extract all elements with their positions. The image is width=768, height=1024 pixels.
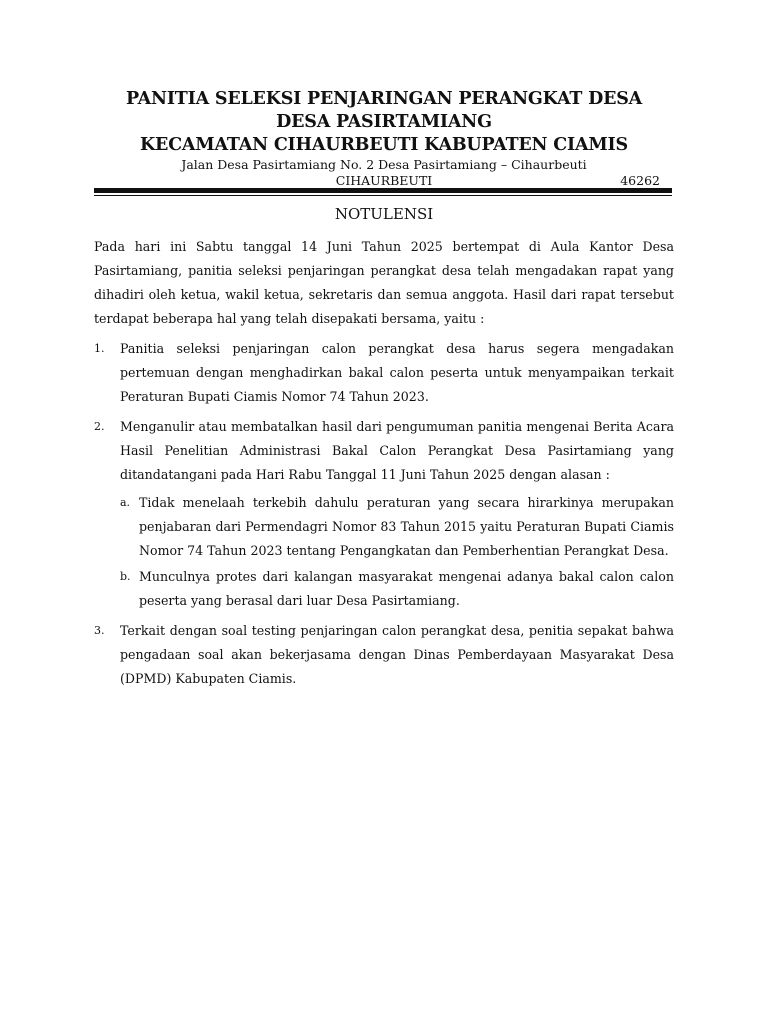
list-item-number: 1. (94, 342, 105, 355)
sub-list-item-letter: a. (120, 496, 131, 509)
letterhead-divider-thick (94, 188, 672, 193)
list-item-text: Panitia seleksi penjaringan calon perangkat desa harus segera mengadakan pertemuan dengan menghadirkan bakal calon peserta untuk menyampaikan terkait Peraturan Bupati Ciamis Nomor 74 Tahun 2023. (120, 341, 674, 404)
sub-list-item-text: Tidak menelaah terkebih dahulu peraturan yang secara hirarkinya merupakan penjabaran dari Permendagri Nomor 83 Tahun 2015 yaitu Peraturan Bupati Ciamis Nomor 74 Tahun 2023 tentang Pengangkatan dan Pemberhentian Perangkat Desa. (139, 495, 674, 558)
intro-paragraph: Pada hari ini Sabtu tanggal 14 Juni Tahun 2025 bertempat di Aula Kantor Desa Pasirtamiang, panitia seleksi penjaringan perangkat desa telah mengadakan rapat yang dihadiri oleh ketua, wakil ketua, sekretaris dan semua anggota. Hasil dari rapat tersebut terdapat beberapa hal yang telah disepakati bersama, yaitu : (94, 239, 674, 326)
list-item (94, 337, 674, 409)
letterhead-city-row (94, 173, 674, 189)
list-item-number: 2. (94, 420, 105, 433)
letterhead-committee-name: PANITIA SELEKSI PENJARINGAN PERANGKAT DESA (125, 89, 643, 109)
letterhead-divider-thin (94, 195, 672, 196)
sub-list-item (120, 491, 674, 563)
list-item-text: Menganulir atau membatalkan hasil dari pengumuman panitia mengenai Berita Acara Hasil Penelitian Administrasi Bakal Calon Perangkat Desa Pasirtamiang yang ditandatangani pada Hari Rabu Tanggal 11 Juni Tahun 2025 dengan alasan : (120, 419, 674, 482)
letterhead-city: CIHAURBEUTI (335, 173, 433, 188)
letterhead-address: Jalan Desa Pasirtamiang No. 2 Desa Pasirtamiang – Cihaurbeuti (181, 157, 587, 172)
list-item-number: 3. (94, 624, 105, 637)
sub-list-item-text: Munculnya protes dari kalangan masyarakat mengenai adanya bakal calon calon peserta yang berasal dari luar Desa Pasirtamiang. (139, 569, 674, 608)
sub-list-item-letter: b. (120, 570, 131, 583)
list-item-text: Terkait dengan soal testing penjaringan calon perangkat desa, penitia sepakat bahwa pengadaan soal akan bekerjasama dengan Dinas Pemberdayaan Masyarakat Desa (DPMD) Kabupaten Ciamis. (120, 623, 674, 686)
letterhead-district-name: KECAMATAN CIHAURBEUTI KABUPATEN CIAMIS (140, 135, 628, 155)
document-body (94, 235, 674, 697)
letterhead (94, 88, 674, 189)
document-title: NOTULENSI (334, 205, 434, 223)
list-item (94, 415, 674, 613)
list-item (94, 619, 674, 691)
sub-list-item (120, 565, 674, 613)
sub-list (120, 491, 674, 613)
letterhead-village-name: DESA PASIRTAMIANG (276, 112, 492, 132)
letterhead-postal-code: 46262 (620, 173, 660, 188)
